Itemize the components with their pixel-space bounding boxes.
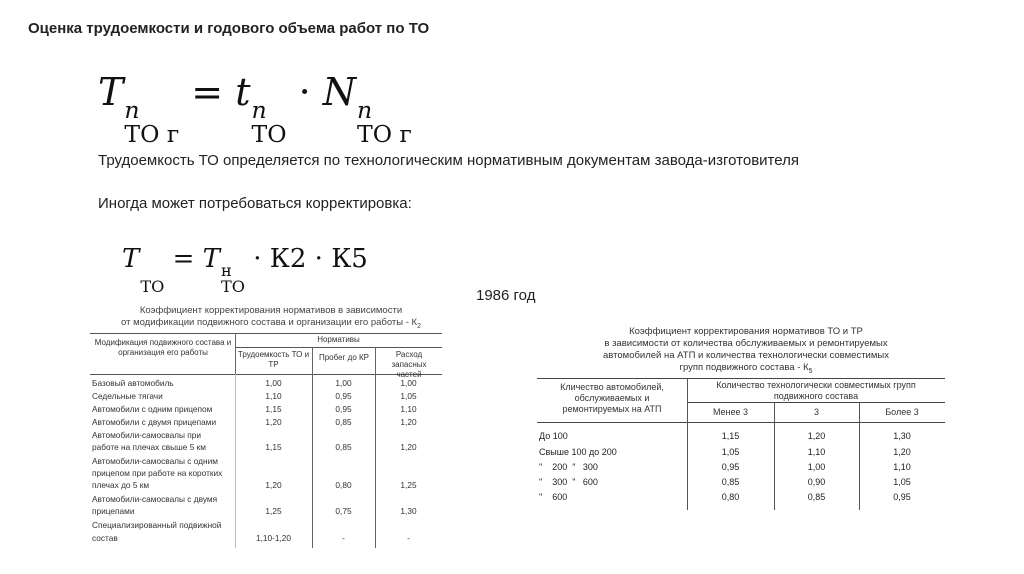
table-cell: 0,95 xyxy=(893,492,911,502)
table-cell: 0,95 xyxy=(721,462,740,472)
paragraph-correction: Иногда может потребоваться корректировка: xyxy=(98,195,412,212)
table-cell: 1,20 xyxy=(400,442,417,452)
column-header: Кличество автомобилей, обслуживаемых и ремонтируемых на АТП xyxy=(560,382,664,414)
table-cell: 1,20 xyxy=(265,480,282,490)
table-cell: 1,10 xyxy=(807,447,826,457)
table-cell: Специализированный подвижной xyxy=(92,520,222,530)
multiply-dot: · xyxy=(314,244,332,274)
table-cell: 0,95 xyxy=(335,404,352,414)
table-cell: 0,75 xyxy=(335,506,352,516)
formula-symbol: t xyxy=(235,70,251,114)
column-header: Модификация подвижного состава и организация его работы xyxy=(94,338,232,357)
table-cell: 1,25 xyxy=(400,480,417,490)
formula-subscript: ТО xyxy=(140,276,165,296)
year-label: 1986 год xyxy=(476,287,536,304)
table-cell: 0,80 xyxy=(335,480,352,490)
formula-subscript: ТО г xyxy=(124,119,180,148)
table-cell: 1,05 xyxy=(400,391,417,401)
table-cell: 1,15 xyxy=(265,442,282,452)
table-cell: 0,85 xyxy=(335,442,352,452)
column-header: Пробег до КР xyxy=(318,353,370,362)
table-modification-coefficients xyxy=(90,333,442,548)
table-cell: " 200 " 300 xyxy=(539,462,598,472)
table-cell: " 600 xyxy=(539,492,568,502)
table-cell: 1,00 xyxy=(400,378,417,388)
table-2-caption: Коэффициент корректирования нормативов ТО и ТР в зависимости от количества обслуживаемых и ремонтируемых автомобилей на АТП и количества технологически совместимых групп подвижного состава - $К_5$ xyxy=(603,326,889,375)
table-cell: 1,10 xyxy=(893,462,911,472)
table-cell: 0,85 xyxy=(807,492,826,502)
table-cell: Автомобили-самосвалы с одним xyxy=(92,456,218,466)
multiply-dot: · xyxy=(298,70,323,114)
formula-annual-labor xyxy=(98,70,412,146)
table-cell: 1,00 xyxy=(335,378,352,388)
table-cell: 0,80 xyxy=(721,492,740,502)
table-cell: До 100 xyxy=(539,431,568,441)
column-header: Расход запасных частей xyxy=(391,350,427,379)
table-cell: " 300 " 600 xyxy=(539,477,598,487)
table-cell: 1,30 xyxy=(400,506,417,516)
column-header: Трудоемкость ТО и ТР xyxy=(237,350,310,369)
table-cell: Свыше 100 до 200 xyxy=(539,447,617,457)
table-cell: 1,15 xyxy=(265,404,282,414)
formula-correction xyxy=(122,244,368,295)
table-cell: 1,10 xyxy=(265,391,282,401)
table-cell: 1,20 xyxy=(265,417,282,427)
table-cell: 1,10-1,20 xyxy=(255,533,292,543)
table-cell: 1,05 xyxy=(721,447,740,457)
formula-superscript: n xyxy=(124,95,140,124)
table-cell: - xyxy=(342,533,345,543)
table-cell: 0,90 xyxy=(807,477,826,487)
table-cell: Автомобили с двумя прицепами xyxy=(92,417,217,427)
table-cell: 0,85 xyxy=(721,477,740,487)
table-cell: 0,95 xyxy=(335,391,352,401)
table-cell: 1,00 xyxy=(807,462,826,472)
table-cell: плечах до 5 км xyxy=(92,480,150,490)
table-cell: 1,15 xyxy=(721,431,740,441)
table-cell: прицепом при работе на коротких xyxy=(92,468,223,478)
table-1-caption: Коэффициент корректирования нормативов в зависимости от модификации подвижного состава и организации его работы - $К_2$ xyxy=(121,305,421,330)
table-cell: прицепами xyxy=(92,506,135,516)
table-cell: Автомобили-самосвалы с двумя xyxy=(92,494,218,504)
table-cell: Базовый автомобиль xyxy=(92,378,174,388)
table-cell: 1,20 xyxy=(893,447,911,457)
formula-superscript: n xyxy=(251,95,267,124)
table-fleet-size-coefficients xyxy=(537,378,945,510)
formula-subscript: ТО xyxy=(220,276,245,296)
formula-symbol: T xyxy=(98,70,124,114)
formula-superscript: n xyxy=(357,95,373,124)
column-header: Более 3 xyxy=(885,407,919,417)
slide-title: Оценка трудоемкости и годового объема работ по ТО xyxy=(28,20,430,37)
table-cell: Автомобили-самосвалы при xyxy=(92,430,202,440)
table-cell: 1,10 xyxy=(400,404,417,414)
formula-symbol: N xyxy=(322,70,357,114)
formula-symbol: T xyxy=(122,244,140,274)
coefficient-k2: К2 xyxy=(269,244,307,274)
formula-subscript: ТО xyxy=(251,119,287,148)
column-header: Менее 3 xyxy=(712,407,749,417)
equals-sign: = xyxy=(191,70,236,114)
formula-subscript: ТО г xyxy=(357,119,412,148)
formula-symbol: T xyxy=(202,244,220,274)
table-cell: 1,30 xyxy=(893,431,911,441)
column-header: 3 xyxy=(813,407,819,417)
table-cell: Автомобили с одним прицепом xyxy=(92,404,213,414)
formula-superscript: н xyxy=(220,260,232,280)
multiply-dot: · xyxy=(253,244,270,274)
column-group-header: Количество технологически совместимых групп подвижного состава xyxy=(716,380,916,401)
table-cell: Седельные тягачи xyxy=(92,391,163,401)
coefficient-k5: К5 xyxy=(331,244,368,274)
table-cell: состав xyxy=(92,533,118,543)
equals-sign: = xyxy=(172,244,203,274)
column-group-header: Нормативы xyxy=(317,335,360,344)
table-cell: 1,00 xyxy=(265,378,282,388)
table-cell: - xyxy=(407,533,410,543)
table-cell: 1,20 xyxy=(400,417,417,427)
table-cell: 0,85 xyxy=(335,417,352,427)
table-cell: работе на плечах свыше 5 км xyxy=(92,442,206,452)
table-cell: 1,20 xyxy=(807,431,826,441)
table-cell: 1,25 xyxy=(265,506,282,516)
table-cell: 1,05 xyxy=(893,477,911,487)
paragraph-labor-source: Трудоемкость ТО определяется по технологическим нормативным документам завода-изготовителя xyxy=(98,152,799,169)
